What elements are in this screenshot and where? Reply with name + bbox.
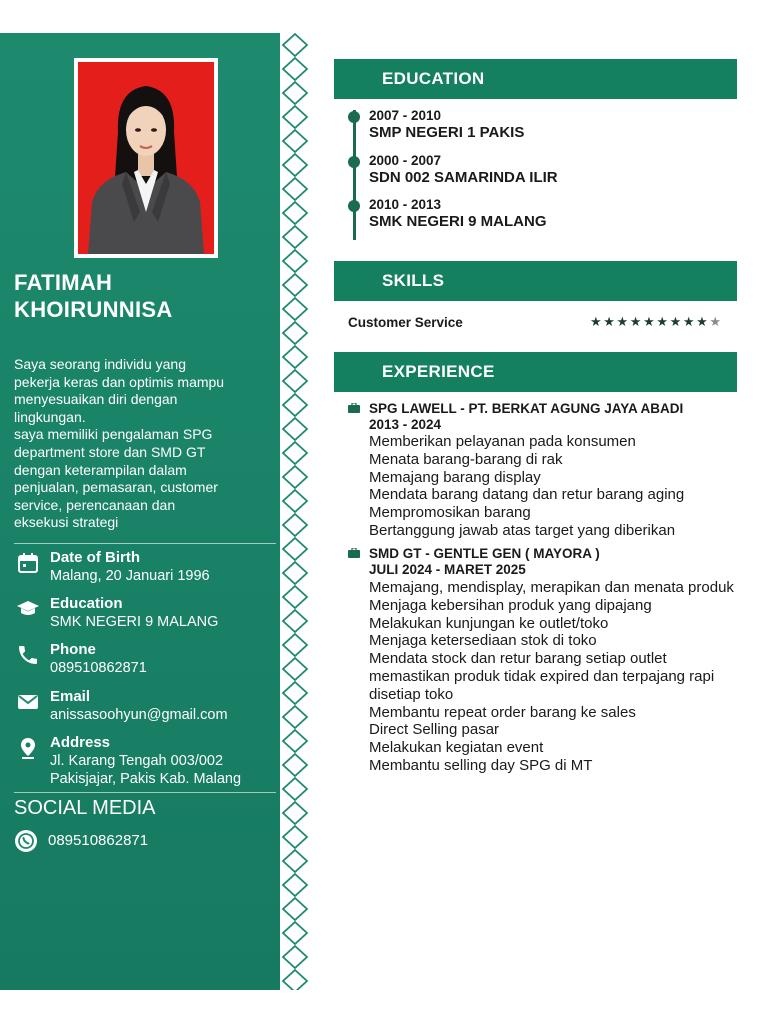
list-item: Mendata barang datang dan retur barang aging [369, 486, 685, 504]
info-value: Malang, 20 Januari 1996 [50, 568, 210, 584]
list-item: Mendata stock dan retur barang setiap outlet [369, 650, 667, 668]
star-filled-icon: ★ [643, 314, 657, 329]
list-item: memastikan produk tidak expired dan terpajang rapi disetiap toko [369, 667, 715, 703]
info-title: Education [50, 595, 123, 612]
info-email [14, 688, 276, 732]
phone-icon [16, 643, 40, 667]
list-item: Menjaga kebersihan produk yang dipajang [369, 596, 652, 614]
info-date-of-birth [14, 549, 276, 593]
info-title: Email [50, 688, 91, 705]
skill-name: Customer Service [348, 315, 463, 330]
calendar-icon [16, 551, 40, 575]
education-item [348, 108, 728, 148]
education-years: 2010 - 2013 [369, 197, 442, 212]
list-item: Bertanggung jawab atas target yang diberikan [369, 521, 676, 539]
experience-duties-list [369, 433, 739, 540]
list-item: Memajang barang display [369, 468, 541, 486]
list-item: Direct Selling pasar [369, 721, 500, 739]
education-school: SMK NEGERI 9 MALANG [369, 213, 547, 230]
timeline-dot [348, 111, 360, 123]
info-title: Phone [50, 641, 96, 658]
divider [14, 543, 276, 544]
star-filled-icon: ★ [669, 314, 683, 329]
info-value: SMK NEGERI 9 MALANG [50, 614, 219, 630]
star-filled-icon: ★ [629, 314, 644, 329]
briefcase-icon [348, 548, 360, 558]
whatsapp-icon [14, 829, 38, 853]
list-item: Memberikan pelayanan pada konsumen [369, 433, 636, 450]
section-header-education: EDUCATION [334, 59, 737, 99]
timeline-dot [348, 156, 360, 168]
info-address [14, 734, 276, 790]
experience-role: SMD GT - GENTLE GEN ( MAYORA ) [369, 546, 600, 561]
social-whatsapp [14, 829, 254, 853]
list-item: Menjaga ketersediaan stok di toko [369, 632, 597, 650]
info-value: 089510862871 [50, 660, 147, 676]
divider [14, 792, 276, 793]
info-title: Date of Birth [50, 549, 140, 566]
experience-dates: JULI 2024 - MARET 2025 [369, 562, 526, 577]
person-portrait-icon [78, 62, 214, 254]
list-item: Mempromosikan barang [369, 504, 531, 522]
briefcase-icon [348, 403, 360, 413]
star-filled-icon: ★ [682, 314, 697, 329]
profile-photo [78, 62, 214, 254]
name-line-1: FATIMAH [14, 270, 113, 295]
sidebar [0, 33, 280, 990]
experience-duties-list [369, 579, 737, 775]
graduation-cap-icon [16, 597, 40, 621]
star-filled-icon: ★ [616, 314, 630, 329]
about-text: Saya seorang individu yang pekerja keras dan optimis mampu menyesuaikan diri dengan lingkungan. saya memiliki pengalaman SPG department store dan SMD GT dengan keterampilan dalam penjualan, pemasaran, customer service, perencanaan dan eksekusi strategi [14, 356, 225, 531]
experience-role: SPG LAWELL - PT. BERKAT AGUNG JAYA ABADI [369, 401, 684, 416]
star-filled-icon: ★ [590, 314, 604, 329]
education-years: 2007 - 2010 [369, 108, 442, 123]
education-school: SMP NEGERI 1 PAKIS [369, 124, 525, 141]
star-filled-icon: ★ [603, 314, 617, 329]
info-phone [14, 641, 276, 685]
education-item [348, 197, 728, 237]
profile-photo-frame [74, 58, 218, 258]
list-item: Membantu selling day SPG di MT [369, 756, 593, 774]
skill-rating-stars [590, 314, 723, 330]
education-years: 2000 - 2007 [369, 153, 442, 168]
info-value: anissasoohyun@gmail.com [50, 707, 228, 723]
star-empty-icon: ★ [709, 314, 723, 329]
info-title: Address [50, 734, 111, 751]
list-item: Melakukan kunjungan ke outlet/toko [369, 614, 609, 632]
timeline-dot [348, 200, 360, 212]
info-value: Jl. Karang Tengah 003/002 Pakisjajar, Pakis Kab. Malang [50, 753, 242, 787]
education-item [348, 153, 728, 193]
info-education [14, 595, 276, 639]
list-item: Membantu repeat order barang ke sales [369, 703, 636, 721]
social-media-title: SOCIAL MEDIA [14, 797, 156, 819]
star-filled-icon: ★ [696, 314, 710, 329]
section-header-skills: SKILLS [334, 261, 737, 301]
section-header-experience: EXPERIENCE [334, 352, 737, 392]
list-item: Melakukan kegiatan event [369, 739, 544, 757]
envelope-icon [16, 690, 40, 714]
education-school: SDN 002 SAMARINDA ILIR [369, 169, 558, 186]
star-filled-icon: ★ [656, 314, 670, 329]
full-name [14, 269, 274, 323]
list-item: Menata barang-barang di rak [369, 450, 563, 468]
diamond-pattern-strip [280, 33, 310, 990]
experience-dates: 2013 - 2024 [369, 417, 442, 432]
whatsapp-number: 089510862871 [48, 832, 149, 849]
name-line-2: KHOIRUNNISA [14, 297, 173, 322]
location-pin-icon [16, 736, 40, 760]
list-item: Memajang, mendisplay, merapikan dan menata produk [369, 579, 734, 596]
